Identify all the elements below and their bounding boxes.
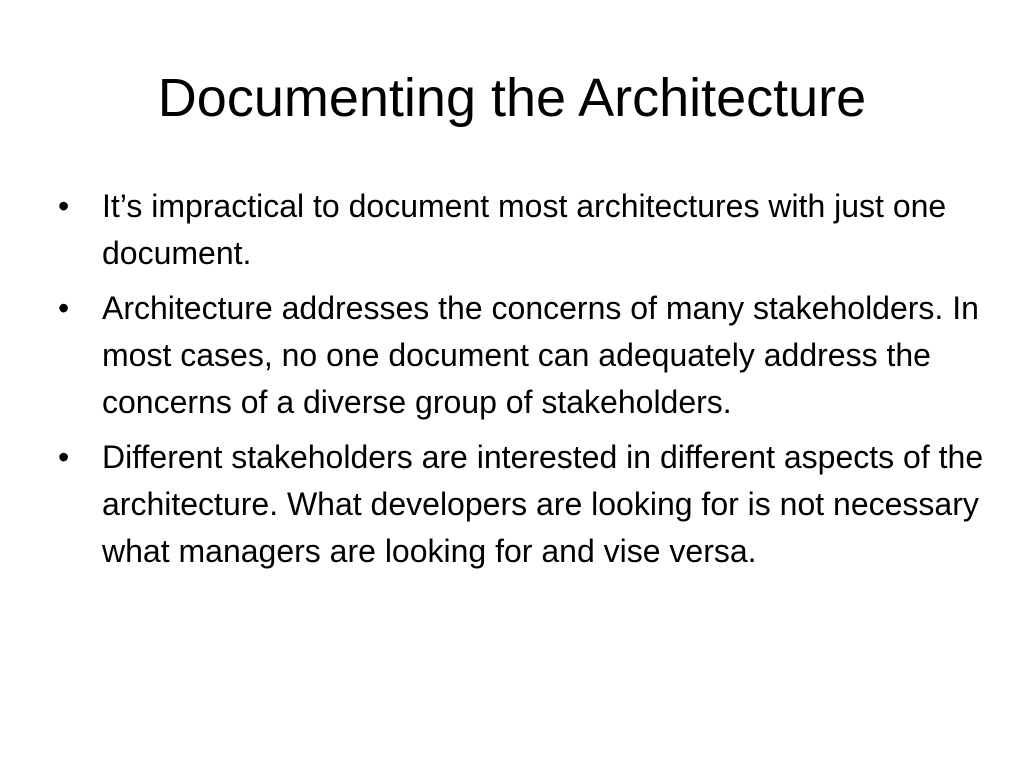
bullet-text: Different stakeholders are interested in different aspects of the architecture. What developers are looking for is not necessary what managers are looking for and vise versa. [102, 439, 984, 569]
bullet-item [58, 434, 988, 575]
bullet-list [58, 183, 988, 583]
bullet-text: Architecture addresses the concerns of many stakeholders. In most cases, no one document can adequately address the concerns of a diverse group of stakeholders. [102, 290, 979, 420]
bullet-item [58, 183, 988, 277]
bullet-dot-icon: • [58, 188, 70, 224]
bullet-text: It’s impractical to document most architectures with just one document. [102, 188, 947, 271]
bullet-dot-icon: • [58, 439, 70, 475]
bullet-item [58, 285, 988, 426]
slide-title: Documenting the Architecture [157, 68, 867, 128]
bullet-dot-icon: • [58, 290, 70, 326]
